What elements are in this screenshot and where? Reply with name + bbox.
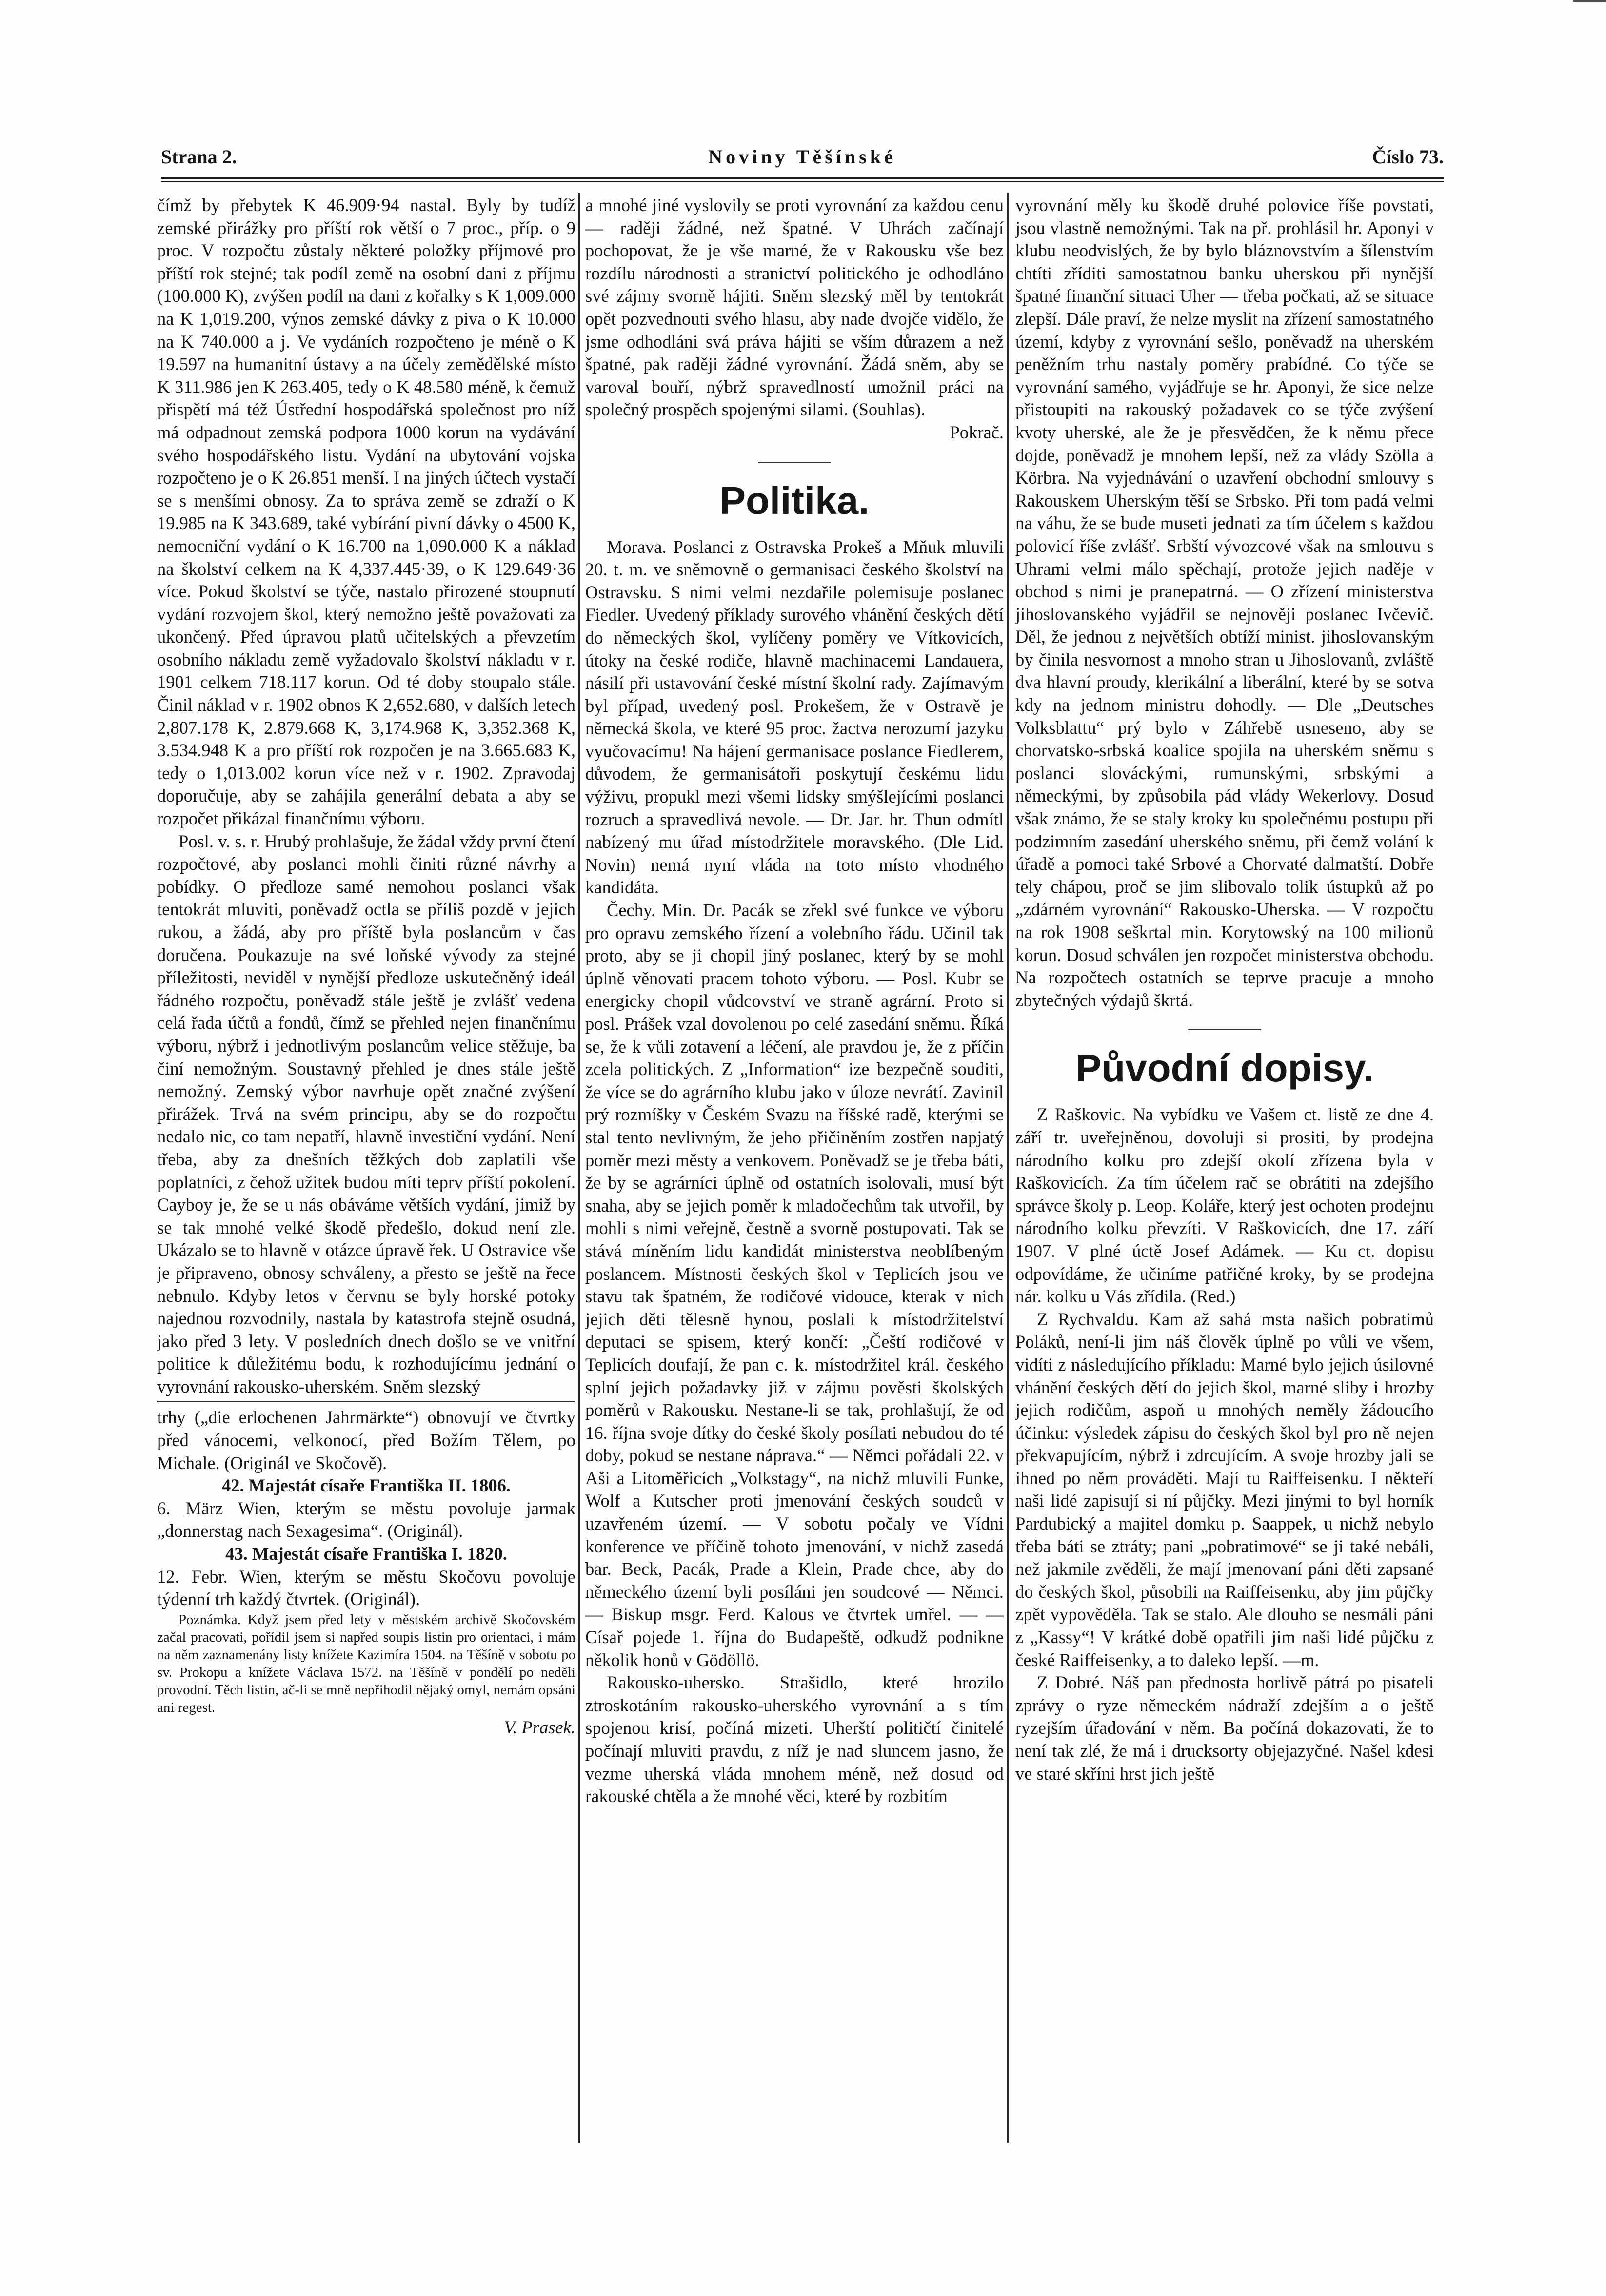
continued-label: Pokrač.: [950, 422, 1004, 442]
rakousko-news: Rakousko-uhersko. Strašidlo, které hrozilo ztroskotáním rakousko-uherského vyrovnání a s tím spojenou krisí, počíná mizeti. Uherští političtí činitelé počínají mluviti pravdu, z níž je nad sluncem jasno, že vezme uherská vláda mnohem méně, než dosud od rakouské chtěla a že mnohé věci, které by rozbitím: [585, 1672, 1004, 1806]
majestat-42-title: 42. Majestát císaře Františka II. 1806.: [221, 1475, 511, 1496]
scan-edge-mark: [1573, 0, 1606, 2]
cechy-news: Čechy. Min. Dr. Pacák se zřekl své funkce ve výboru pro opravu zemského řízení a volebního řádu. Učinil tak proto, aby se ji chopil jiný poslanec, který by se mohl úplně věnovati pracem tohoto výboru. — Posl. Kubr se energicky chopil vůdcovství ve straně agrární. Proto si posl. Prášek vzal dovolenou po celé zasedání sněmu. Říká se, že k vůli zotavení a léčení, ale pravdou je, že z příčin zcela politických. Z „Information“ ize bezpečně souditi, že více se do agrárního klubu jako v úloze nevrátí. Zavinil prý rozmíšky v Českém Svazu na říšské radě, kterými se stal tento nevlivným, že jeho přičiněním zostřen napjatý poměr mezi městy a venkovem. Poněvadž se je třeba báti, že by se agrárníci úplně od ostatních isolovali, musí být snaha, aby se jejich poměr k mladočechům tak utvořil, by mohli s nimi veřejně, čestně a svorně postupovati. Tak se stává míněním lidu kandidát ministerstva neoblíbeným poslancem. Místnosti českých škol v Teplicích jsou ve stavu tak špatném, že rodičové vidouce, kterak v nich jejich děti tělesně hynou, poslali k místodržitelství deputaci se spisem, který končí: „Čeští rodičové v Teplicích doufají, že pan c. k. místodržitel král. českého splní jejich požadavky již v zájmu pověsti školských poměrů v Rakousku. Nestane-li se tak, prohlašují, že od 16. října svoje dítky do české školy posílati nebudou do té doby, pokud se nestane náprava.“ — Němci pořádali 22. v Aši a Litoměřicích „Volkstagy“, na nichž mluvili Funke, Wolf a Kutscher proti jmenování českých soudců v uzavřeném území. — V sobotu počaly ve Vídni konference ve příčině tohoto jmenování, v nichž zasedá bar. Beck, Pacák, Prade a Klein, Prade chce, aby do německého území byli posíláni jen soudcové — Němci. — Biskup msgr. Ferd. Kalous ve čtvrtek umřel. — — Císař pojede 1. října do Budapeště, odkudž podnikne několik honů v Gödöllö.: [585, 900, 1004, 1670]
letter-rychvald: Z Rychvaldu. Kam až sahá msta našich pobratimů Poláků, není-li jim náš člověk úplně po vůli ve všem, vidíti z následujícího příkladu: Marné bylo jejich úsilovné vhánění českých dětí do jejich škol, marné sliby i hrozby jejich rodičům, aspoň u mnohých neměly žádoucího účinku: výsledek zápisu do českých škol byl pro ně nejen překvapujícím, nýbrž i zdrcujícím. A svoje hrozby jali se ihned po něm prováděti. Mají tu Raiffeisenku. I někteří naši lidé zapisují si ní půjčky. Mezi jinými to byl horník Pardubický a majitel domku p. Saappek, u nichž nebylo třeba báti se ztráty; pani „pobratimové“ se ji také nebáli, než jakmile zvěděli, že mají jmenovaní páni děti zapsané do českých škol, působili na Raiffeisenku, aby jim půjčky zpět vypověděla. Tak se stalo. Ale dlouho se nesmáli páni z „Kassy“! V krátké době opatřili jim naši lidé půjčku z české Raiffeisenky, a to daleko lepší. —m.: [1015, 1309, 1434, 1670]
issue-number: Číslo 73.: [1372, 146, 1444, 168]
rakousko-continuation: vyrovnání měly ku škodě druhé polovice říše povstati, jsou vlastně nemožnými. Tak na př. prohlásil hr. Aponyi v klubu neodvislých, že by bylo bláznovstvím a šílenstvím chtíti zříditi samostatnou banku uherskou při nynější špatné finanční situaci Uher — třeba počkati, až se situace zlepší. Dále praví, že nelze myslit na zřízení samostatného území, kdyby z vyrovnání sešlo, poněvadž na uherském peněžním trhu nastaly poměry prabídné. Co týče se vyrovnání samého, vyjádřuje se hr. Aponyi, že sice nelze přistoupiti na rakouský požadavek co se týče zvýšení kvoty uherské, ale že je přesvědčen, že k němu přece dojde, poněvadž je mnohem lepší, než za vlády Szölla a Körbra. Na vyjednávání o uzavření obchodní smlouvy s Rakouskem Uherským těší se Srbsko. Při tom padá velmi na váhu, že se bude museti jednati za tím účelem s každou polovicí říše zvlášť. Srbští vývozcové však na smlouvu s Uhrami velmi málo spěchají, protože jejich naděje v obchod s nimi je pranepatrná. — O zřízení ministerstva jihoslovanského vyjádřil se nejnověji poslanec Ivčevič. Děl, že jednou z největších obtíží minist. jihoslovanským by činila nesvornost a mnoho stran u Jihoslovanů, zvláště dva hlavní proudy, klerikální a liberální, které by se sotva kdy na jednom ministru dohodly. — Dle „Deutsches Volksblattu“ prý bylo v Záhřebě usneseno, aby se chorvatsko-srbská koalice spojila na uherském sněmu s poslanci slováckými, rumunskými, srbskými a německými, by způsobila pád vlády Wekerlovy. Dosud však známo, že se staly kroky ku společnému postupu při podzimním zasedání uherského sněmu, při čemž volání k úřadě a pomoci také Srbové a Chorvaté dalmatští. Dobře tely chápou, proč se jim slibovalo tolik ústupků až po „zdárném vyrovnání“ Rakousko-Uherska. — V rozpočtu na rok 1908 seškrtal min. Korytowský na 100 milionů korun. Dosud schválen jen rozpočet ministerstva obchodu. Na rozpočtech ostatních se teprve pracuje a mnoho zbytečných výdajů škrtá.: [1015, 195, 1434, 1010]
editor-note: Poznámka. Když jsem před lety v městském archivě Skočovském začal pracovati, pořídil jsem si napřed soupis listin pro orientaci, i mám na něm zaznamenány listy knížete Kazimíra 1504. na Těšíně v sobotu po sv. Prokopu a knížete Václava 1572. na Těšíně v pondělí po neděli provodní. Těch listin, ač-li se mně nepřihodil nějaký omyl, nemám opsáni ani regest.: [157, 1611, 575, 1715]
page-number: Strana 2.: [161, 146, 237, 168]
majestat-42-text: 6. März Wien, kterým se městu povoluje jarmak „donnerstag nach Sexagesima“. (Originál).: [157, 1498, 575, 1541]
section-separator: [1188, 1029, 1261, 1030]
letter-raskovic: Z Raškovic. Na vybídku ve Vašem ct. listě ze dne 4. září tr. uveřejněnou, dovoluji si prositi, by prodejna národního kolku pro zdejší okolí zřízena byla v Raškovicích. Za tím účelem rač se obrátiti na zdejšího správce školy p. Leop. Koláře, který jest ochoten prodejnu národního kolku převzíti. V Raškovicích, dne 17. září 1907. V plné úctě Josef Adámek. — Ku ct. dopisu odpovídáme, že učiníme patřičné kroky, by se prodejna nár. kolku u Vás zřídila. (Red.): [1015, 1104, 1434, 1307]
majestat-43-title: 43. Majestát císaře Františka I. 1820.: [225, 1544, 507, 1564]
politika-heading: Politika.: [719, 478, 870, 522]
section-separator: [758, 462, 831, 463]
morava-news: Morava. Poslanci z Ostravska Prokeš a Mňuk mluvili 20. t. m. ve sněmovně o germanisaci českého školství na Ostravsku. S nimi velmi nezdařile polemisuje poslanec Fiedler. Uvedený příklady surového vhánění českých dětí do německých škol, vylíčeny poměry ve Vítkovicích, útoky na české rodiče, hlavně machinacemi Landauera, násilí při ustavování české místní školní rady. Zajímavým byl případ, uvedený posl. Prokešem, že v Ostravě je německá škola, ve které 95 proc. žactva nerozumí jazyku vyučovacímu! Na hájení germanisace poslance Fiedlerem, důvodem, že germanisátoři poskytují českému lidu výživu, propukl mezi všemi lidsky smýšlejícími poslanci rozruch a spravedlivá nevole. — Dr. Jar. hr. Thun odmítl nabízený mu úřad místodržitele moravského. (Dle Lid. Novin) nemá nyní vláda na toto místo vhodného kandidáta.: [585, 536, 1004, 898]
newspaper-title: Noviny Těšínské: [708, 146, 896, 168]
header-rule-thin: [161, 181, 1444, 182]
majestat-43-text: 12. Febr. Wien, kterým se městu Skočovu povoluje týdenní trh každý čtvrtek. (Originál).: [157, 1566, 575, 1609]
markets-text: trhy („die erlochenen Jahrmärkte“) obnovují ve čtvrtky před vánocemi, velkonocí, před Božím Tělem, po Michale. (Originál ve Skočově).: [157, 1407, 575, 1473]
page-header: [161, 145, 1444, 175]
column-2: [585, 194, 1004, 2096]
letter-dobra: Z Dobré. Náš pan přednosta horlivě pátrá po pisateli zprávy o ryze německém nádraží zdejším a o ještě ryzejším úřadování v něm. Ba počíná dokazovati, že to není tak zlé, že má i drucksorty objejazyčné. Našel kdesi ve staré skříni hrst jich ještě: [1015, 1672, 1434, 1784]
author-signature: V. Prasek.: [504, 1717, 575, 1737]
column-divider: [578, 193, 580, 2143]
column-1: [157, 194, 575, 2096]
budget-article: čímž by přebytek K 46.909·94 nastal. Byly by tudíž zemské přirážky pro příští rok větší o 7 proc., příp. o 9 proc. V rozpočtu zůstaly některé položky příjmové pro příští rok stejné; tak podíl země na osobní dani z příjmu (100.000 K), zvýšen podíl na dani z kořalky s K 1,009.000 na K 1,019.200, výnos zemské dávky z piva o K 10.000 na K 740.000 a j. Ve vydáních rozpočteno je méně o K 19.597 na humanitní ústavy a na účely zemědělské místo K 311.986 jen K 263.405, tedy o K 48.580 méně, k čemuž přispětí má též Ústřední hospodářská společnost pro níž má odpadnout zemská podpora 1000 korun na vydávání svého hospodářského listu. Vydání na ubytování vojska rozpočteno je o K 26.851 menší. I na jiných účtech vystačí se s menšími obnosy. Za to správa země se zdraží o K 19.985 na K 343.689, také vybírání pivní dávky o 4500 K, nemocniční vydání o K 16.700 na 1,090.000 K a náklad na školství celkem na K 4,337.445·39, o K 129.649·36 více. Pokud školství se týče, nastalo přirozené stoupnutí vydání rozvojem škol, který nemožno ještě považovati za ukončený. Před úpravou platů učitelských a převzetím osobního nákladu země vyžadovalo školství nákladu v r. 1901 celkem 718.117 korun. Od té doby stoupalo stále. Činil náklad v r. 1902 obnos K 2,652.680, v dalších letech 2,807.178 K, 2.879.668 K, 3,174.968 K, 3,352.368 K, 3.534.948 K a pro příští rok rozpočen je na 3.665.683 K, tedy o 1,013.002 korun více než v r. 1902. Zpravodaj doporučuje, aby se zahájila generální debata a aby se rozpočet přikázal finančnímu výboru.: [157, 195, 575, 829]
column-divider: [1007, 193, 1009, 2143]
column-3: [1015, 194, 1434, 2096]
hruby-speech: Posl. v. s. r. Hrubý prohlašuje, že žádal vždy první čtení rozpočtové, aby poslanci mohli činiti různé návrhy a pobídky. O předloze samé nemohou poslanci však tentokrát mluviti, poněvadž octla se příliš pozdě v jejich rukou, a žádá, aby pro příště byla poslancům v čas doručena. Poukazuje na své loňské vývody za stejné příležitosti, neviděl v nynější předloze uskutečněný ideál řádného rozpočtu, poněvadž stále ještě je zvlášť vedena celá řada účtů a fondů, čímž se přehled nejen finančnímu výboru, nýbrž i jednotlivým poslancům velice stěžuje, ba činí nemožným. Soustavný přehled je dnes stále ještě nemožný. Zemský výbor navrhuje opět značné zvýšení přirážek. Trvá na svém principu, aby se do rozpočtu nedalo nic, co tam nepatří, hlavně investiční vydání. Není třeba, aby za dnešních těžkých dob zaplatili vše poplatníci, z čehož užitek budou míti teprv příští pokolení. Cayboy je, že se u nás obáváme větších vydání, jimiž by se tak mnohé velké škodě předešlo, dokud není zle. Ukázalo se to hlavně v otázce úpravě řek. U Ostravice vše je připraveno, obnosy schváleny, a přesto se ještě na řece nebnulo. Kdyby letos v červnu se byly horské potoky najednou rozvodnily, nastala by katastrofa stejně osudná, jako před 3 lety. V posledních dnech došlo se ve vnitřní politice k důležitému bodu, k rozhodujícímu jednání o vyrovnání rakousko-uherském. Sněm slezský: [157, 831, 575, 1396]
column-rule: [157, 1401, 575, 1402]
sejm-continuation: a mnohé jiné vyslovily se proti vyrovnání za každou cenu — raději žádné, než špatné. V Uhrách začínají pochopovat, že je vše marné, že v Rakousku vše bez rozdílu národnosti a stranictví politického je odhodláno své zájmy svorně hájiti. Sněm slezský měl by tentokrát opět pozvednouti svého hlasu, aby nade dvojče vidělo, že jsme odhodláni svá práva hájiti se vším důrazem a než špatné, pak raději žádné vyrovnání. Žádá sněm, aby se varoval bouří, nýbrž spravedlností umožnil práci na společný prospěch spojenými silami. (Souhlas).: [585, 195, 1004, 420]
header-rule: [161, 177, 1444, 179]
dopisy-heading: Původní dopisy.: [1075, 1046, 1374, 1090]
